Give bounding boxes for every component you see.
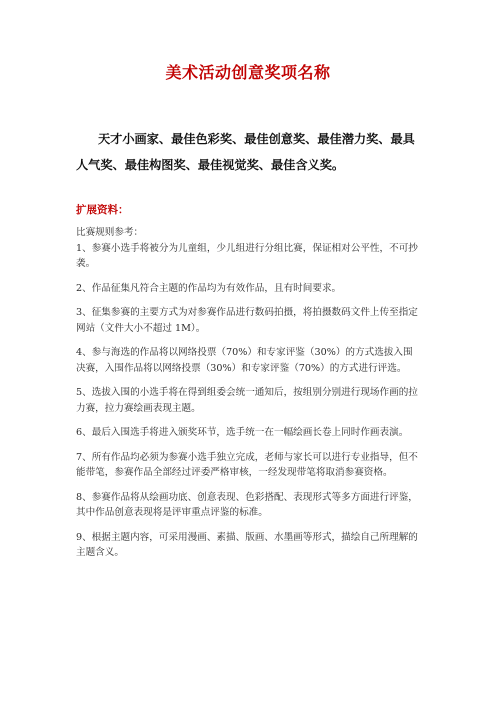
rules-section xyxy=(76,225,422,570)
rule-item-2: 2、作品征集凡符合主题的作品均为有效作品，且有时间要求。 xyxy=(76,282,342,294)
rule-item-7: 7、所有作品均必须为参赛小选手独立完成，老师与家长可以进行专业指导，但不能带笔，参赛作品全部经过评委严格审核，一经发现带笔将取消参赛资格。 xyxy=(76,451,418,478)
rule-item-6: 6、最后入围选手将进入颁奖环节，选手统一在一幅绘画长卷上同时作画表演。 xyxy=(76,427,409,438)
rule-item-5: 5、选拔入围的小选手将在得到组委会统一通知后，按组别分别进行现场作画的拉力赛，拉力赛绘画表现主题。 xyxy=(76,387,418,414)
extension-heading: 扩展资料： xyxy=(76,204,129,216)
rule-item-1: 1、参赛小选手将被分为儿童组，少儿组进行分组比赛，保证相对公平性，不可抄袭。 xyxy=(76,242,418,269)
rules-intro: 比赛规则参考： xyxy=(76,227,144,238)
rule-item-9: 9、根据主题内容，可采用漫画、素描、版画、水墨画等形式，描绘自己所理解的主题含义。 xyxy=(76,531,418,558)
award-names-paragraph: 天才小画家、最佳色彩奖、最佳创意奖、最佳潜力奖、最具人气奖、最佳构图奖、最佳视觉奖、最佳含义奖。 xyxy=(76,132,415,172)
rule-item-3: 3、征集参赛的主要方式为对参赛作品进行数码拍摄，将拍摄数码文件上传至指定网站（文件大小不超过 1M）。 xyxy=(76,307,418,334)
document-title: 美术活动创意奖项名称 xyxy=(165,63,331,82)
rule-item-8: 8、参赛作品将从绘画功底、创意表现、色彩搭配、表现形式等多方面进行评鉴，其中作品创意表现将是评审重点评鉴的标准。 xyxy=(76,491,418,518)
rule-item-4: 4、参与海选的作品将以网络投票（70%）和专家评鉴（30%）的方式选拔入围决赛，入围作品将以网络投票（30%）和专家评鉴（70%）的方式进行评选。 xyxy=(76,347,413,374)
